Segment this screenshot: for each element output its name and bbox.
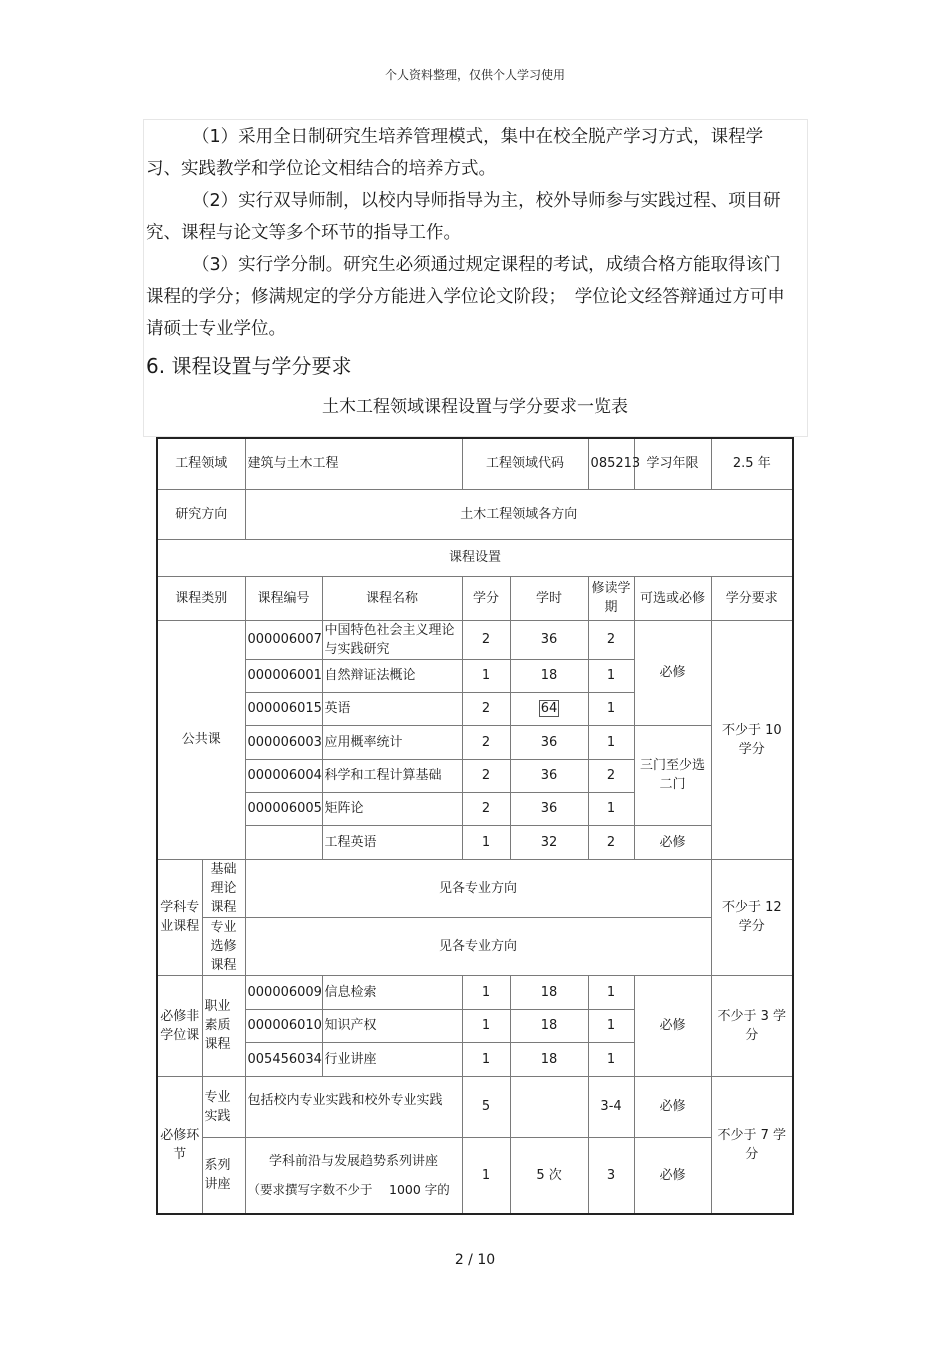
course-credit: 1 [462, 975, 510, 1009]
discipline-category: 学科专业课程 [157, 859, 202, 975]
course-code: 000006010 [245, 1009, 322, 1042]
practice-hours-1 [510, 1076, 588, 1137]
practice-content-1: 包括校内专业实践和校外专业实践 [245, 1076, 462, 1137]
course-name: 英语 [322, 692, 462, 725]
course-code: 000006007 [245, 620, 322, 659]
direction-label: 研究方向 [157, 489, 245, 539]
col-option: 可选或必修 [634, 576, 711, 620]
course-term: 1 [588, 975, 634, 1009]
course-table [156, 437, 794, 1215]
course-code: 000006005 [245, 792, 322, 825]
col-credit: 学分 [462, 576, 510, 620]
code-label: 工程领域代码 [462, 438, 588, 489]
course-hours: 18 [510, 659, 588, 692]
course-code: 000006004 [245, 759, 322, 792]
course-name: 自然辩证法概论 [322, 659, 462, 692]
direction-value: 土木工程领域各方向 [245, 489, 793, 539]
practice-sub-1: 专业实践 [202, 1076, 245, 1137]
discipline-note-1: 见各专业方向 [245, 859, 711, 917]
table-row [157, 975, 793, 1009]
practice-category: 必修环节 [157, 1076, 202, 1214]
practice-requirement: 不少于 7 学分 [711, 1076, 793, 1214]
paragraph-1: （1）采用全日制研究生培养管理模式，集中在校全脱产学习方式，课程学习、实践教学和学位论文相结合的培养方式。 [146, 127, 764, 179]
paragraph-3: （3）实行学分制。研究生必须通过规定课程的考试，成绩合格方能取得该门课程的学分；修满规定的学分方能进入学位论文阶段； 学位论文经答辩通过方可申请硕士专业学位。 [146, 255, 785, 339]
col-hours: 学时 [510, 576, 588, 620]
practice-term-1: 3-4 [588, 1076, 634, 1137]
course-hours: 18 [510, 975, 588, 1009]
section-title: 6. 课程设置与学分要求 [146, 354, 352, 378]
public-option-3: 必修 [634, 825, 711, 859]
col-code: 课程编号 [245, 576, 322, 620]
course-hours: 18 [510, 1042, 588, 1076]
course-term: 1 [588, 1009, 634, 1042]
course-credit: 2 [462, 692, 510, 725]
years-value: 2.5 年 [711, 438, 793, 489]
course-credit: 1 [462, 825, 510, 859]
practice-content-2-line-2: （要求撰写字数不少于 1000 字的 [247, 1181, 450, 1197]
table-row [157, 825, 793, 859]
col-requirement: 学分要求 [711, 576, 793, 620]
course-hours: 32 [510, 825, 588, 859]
course-term: 2 [588, 825, 634, 859]
public-option-2: 三门至少选二门 [634, 725, 711, 825]
public-category: 公共课 [157, 620, 245, 859]
course-code: 005456034 [245, 1042, 322, 1076]
course-hours: 36 [510, 792, 588, 825]
col-name: 课程名称 [322, 576, 462, 620]
table-row [157, 725, 793, 759]
course-hours: 36 [510, 725, 588, 759]
course-name: 工程英语 [322, 825, 462, 859]
course-credit: 2 [462, 759, 510, 792]
col-category: 课程类别 [157, 576, 245, 620]
course-term: 1 [588, 725, 634, 759]
nondegree-option: 必修 [634, 975, 711, 1076]
course-hours-value: 64 [540, 701, 558, 716]
field-value: 建筑与土木工程 [245, 438, 462, 489]
page-header: 个人资料整理，仅供个人学习使用 [384, 68, 565, 82]
course-code: 000006009 [245, 975, 322, 1009]
public-option-1: 必修 [634, 620, 711, 725]
table-row [157, 620, 793, 659]
discipline-sub-1: 基础理论课程 [202, 859, 245, 917]
practice-term-2: 3 [588, 1137, 634, 1214]
course-term: 2 [588, 620, 634, 659]
field-label: 工程领域 [157, 438, 245, 489]
nondegree-category: 必修非学位课 [157, 975, 202, 1076]
course-name: 知识产权 [322, 1009, 462, 1042]
years-label: 学习年限 [634, 438, 711, 489]
course-name: 科学和工程计算基础 [322, 759, 462, 792]
course-credit: 2 [462, 620, 510, 659]
practice-content-2 [245, 1137, 462, 1214]
discipline-sub-2: 专业选修课程 [202, 917, 245, 975]
course-name: 矩阵论 [322, 792, 462, 825]
course-hours [510, 692, 588, 725]
practice-hours-2: 5 次 [510, 1137, 588, 1214]
course-term: 1 [588, 659, 634, 692]
practice-option-2: 必修 [634, 1137, 711, 1214]
nondegree-sub: 职业素质课程 [202, 975, 245, 1076]
practice-content-2-line-1: 学科前沿与发展趋势系列讲座 [269, 1153, 439, 1169]
course-code [245, 825, 322, 859]
course-code: 000006015 [245, 692, 322, 725]
course-credit: 1 [462, 1009, 510, 1042]
course-hours: 18 [510, 1009, 588, 1042]
nondegree-requirement: 不少于 3 学分 [711, 975, 793, 1076]
course-term: 1 [588, 792, 634, 825]
course-term: 1 [588, 1042, 634, 1076]
course-name: 中国特色社会主义理论与实践研究 [322, 620, 462, 659]
course-code: 000006001 [245, 659, 322, 692]
table-caption: 土木工程领域课程设置与学分要求一览表 [322, 397, 628, 417]
course-term: 2 [588, 759, 634, 792]
practice-credit-1: 5 [462, 1076, 510, 1137]
paragraph-2: （2）实行双导师制，以校内导师指导为主，校外导师参与实践过程、项目研究、课程与论文等多个环节的指导工作。 [146, 191, 781, 243]
practice-sub-2: 系列讲座 [202, 1137, 245, 1214]
course-credit: 2 [462, 792, 510, 825]
course-name: 信息检索 [322, 975, 462, 1009]
discipline-note-2: 见各专业方向 [245, 917, 711, 975]
course-credit: 2 [462, 725, 510, 759]
practice-credit-2: 1 [462, 1137, 510, 1214]
course-term: 1 [588, 692, 634, 725]
course-setup-title: 课程设置 [157, 539, 793, 576]
course-name: 行业讲座 [322, 1042, 462, 1076]
course-hours: 36 [510, 759, 588, 792]
course-hours: 36 [510, 620, 588, 659]
discipline-requirement: 不少于 12 学分 [711, 859, 793, 975]
course-credit: 1 [462, 1042, 510, 1076]
course-name: 应用概率统计 [322, 725, 462, 759]
public-requirement: 不少于 10 学分 [711, 620, 793, 859]
course-code: 000006003 [245, 725, 322, 759]
practice-option-1: 必修 [634, 1076, 711, 1137]
col-term: 修读学期 [588, 576, 634, 620]
course-credit: 1 [462, 659, 510, 692]
code-value: 085213 [588, 438, 634, 489]
page-number: 2 / 10 [454, 1252, 496, 1268]
